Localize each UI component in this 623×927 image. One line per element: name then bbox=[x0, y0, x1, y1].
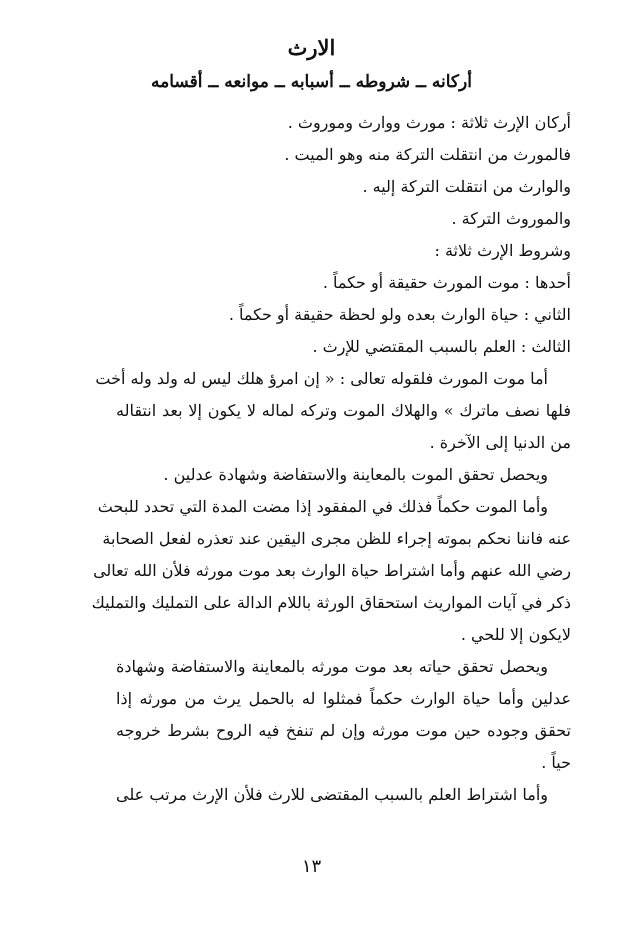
text-line: أما موت المورث فلقوله تعالى : « إن امرؤ هلك ليس له ولد وله أخت bbox=[95, 369, 548, 388]
text-line: تحقق وجوده حين موت مورثه وإن لم تنفخ فيه الروح بشرط خروجه bbox=[116, 721, 571, 740]
text-line: والوارث من انتقلت التركة إليه . bbox=[362, 177, 571, 196]
text-line: الثاني : حياة الوارث بعده ولو لحظة حقيقة أو حكماً . bbox=[228, 305, 571, 324]
page-number: ١٣ bbox=[301, 856, 322, 877]
text-line: لايكون إلا للحي . bbox=[460, 625, 571, 644]
page-subtitle: أركانه ــ شروطه ــ أسبابه ــ موانعه ــ أقسامه bbox=[151, 72, 472, 92]
text-line: الثالث : العلم بالسبب المقتضي للإرث . bbox=[312, 337, 571, 356]
text-line: أركان الإرث ثلاثة : مورث ووارث وموروث . bbox=[287, 113, 571, 132]
text-line: فلها نصف ماترك » والهلاك الموت وتركه لماله لا يكون إلا بعد انتقاله bbox=[116, 401, 571, 420]
text-line: وأما اشتراط العلم بالسبب المقتضى للارث فلأن الإرث مرتب على bbox=[116, 785, 548, 804]
text-line: رضي الله عنهم وأما اشتراط حياة الوارث بعد موت مورثه فلأن الله تعالى bbox=[93, 561, 571, 580]
text-line: أحدها : موت المورث حقيقة أو حكماً . bbox=[322, 273, 571, 292]
page-title: الارث bbox=[287, 35, 336, 60]
text-line: حياً . bbox=[541, 753, 571, 772]
text-line: ويحصل تحقق حياته بعد موت مورثه بالمعاينة والاستفاضة وشهادة bbox=[116, 657, 548, 676]
text-line: وشروط الإرث ثلاثة : bbox=[434, 241, 571, 260]
text-line: ويحصل تحقق الموت بالمعاينة والاستفاضة وشهادة عدلين . bbox=[163, 465, 548, 484]
text-line: عدلين وأما حياة الوارث حكماً فمثلوا له بالحمل يرث من مورثه إذا bbox=[116, 689, 572, 708]
text-line: فالمورث من انتقلت التركة منه وهو الميت . bbox=[284, 145, 571, 164]
text-line: عنه فاننا نحكم بموته إجراء للظن مجرى اليقين عند تعذره لفعل الصحابة bbox=[102, 529, 571, 548]
text-line: والموروث التركة . bbox=[451, 209, 571, 228]
text-line: من الدنيا إلى الآخرة . bbox=[429, 433, 571, 452]
text-line: ذكر في آيات المواريث استحقاق الورثة باللام الدالة على التمليك والتمليك bbox=[91, 593, 571, 612]
text-line: وأما الموت حكماً فذلك في المفقود إذا مضت المدة التي تحدد للبحث bbox=[97, 497, 548, 516]
